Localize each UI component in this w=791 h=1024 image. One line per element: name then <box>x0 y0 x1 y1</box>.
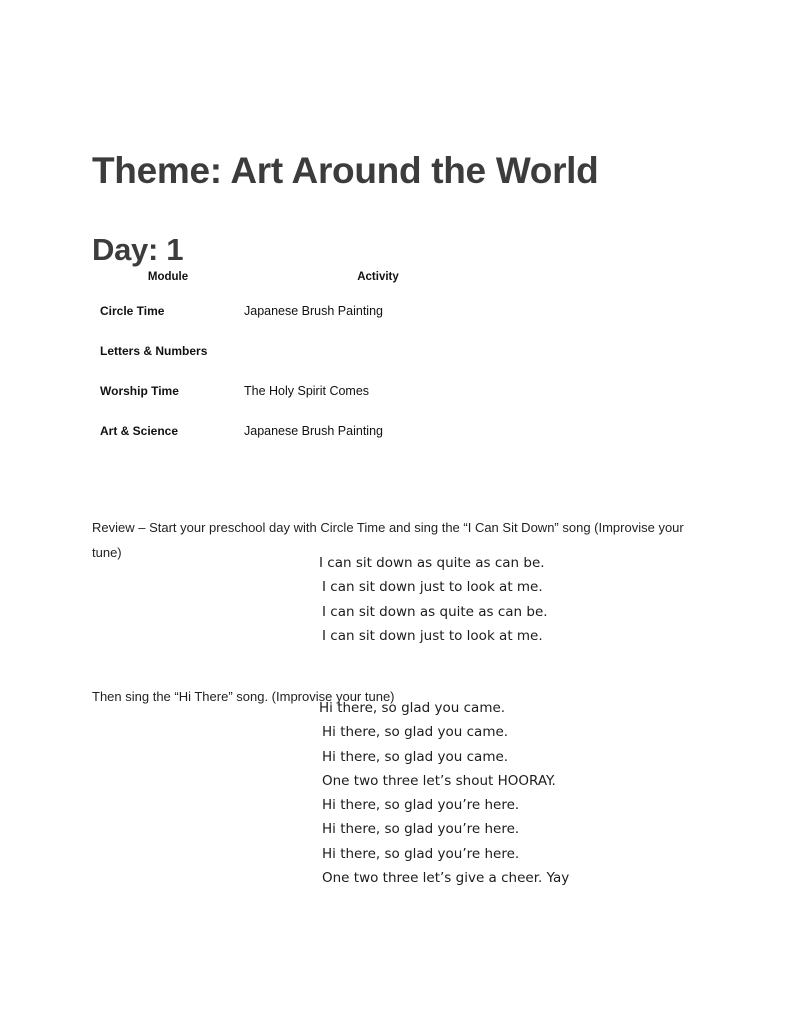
lyric-line: Hi there, so glad you’re here. <box>322 821 520 838</box>
module-name: Circle Time <box>100 304 165 318</box>
table-row <box>92 384 512 424</box>
activity-name: Japanese Brush Painting <box>244 304 383 318</box>
then-sing-paragraph: Then sing the “Hi There” song. (Improvise your tune) <box>92 689 395 704</box>
lyric-line: I can sit down just to look at me. <box>322 579 543 596</box>
schedule-table <box>92 270 512 438</box>
table-header-row <box>92 270 512 304</box>
table-row <box>92 344 512 384</box>
module-name: Art & Science <box>100 424 179 438</box>
lyric-line: I can sit down as quite as can be. <box>322 603 548 620</box>
lyric-line: Hi there, so glad you came. <box>322 748 509 765</box>
module-name: Worship Time <box>100 384 179 398</box>
lyric-line: Hi there, so glad you’re here. <box>322 797 520 814</box>
module-name: Letters & Numbers <box>100 344 208 358</box>
theme-heading: Theme: Art Around the World <box>92 149 599 191</box>
lyric-line: Hi there, so glad you came. <box>319 700 506 716</box>
review-paragraph: Review – Start your preschool day with Circle Time and sing the “I Can Sit Down” song (Improvise your tune) <box>92 520 684 560</box>
activity-name: Japanese Brush Painting <box>244 424 383 438</box>
lyric-line: Hi there, so glad you’re here. <box>322 845 520 862</box>
table-row <box>92 304 512 344</box>
lyric-line: I can sit down as quite as can be. <box>319 555 545 571</box>
lyric-line: I can sit down just to look at me. <box>322 627 543 644</box>
lyric-line: One two three let’s give a cheer. Yay <box>322 870 570 887</box>
song-one-lyrics <box>319 551 548 648</box>
lyric-line: One two three let’s shout HOORAY. <box>322 772 556 789</box>
day-heading: Day: 1 <box>92 231 184 267</box>
column-header-module: Module <box>147 271 189 283</box>
activity-name <box>244 344 512 384</box>
schedule-table-body <box>92 304 512 438</box>
song-two-lyrics <box>319 696 570 890</box>
activity-name: The Holy Spirit Comes <box>244 384 370 398</box>
column-header-activity: Activity <box>357 271 399 283</box>
table-row <box>92 424 512 438</box>
lyric-line: Hi there, so glad you came. <box>322 724 509 741</box>
